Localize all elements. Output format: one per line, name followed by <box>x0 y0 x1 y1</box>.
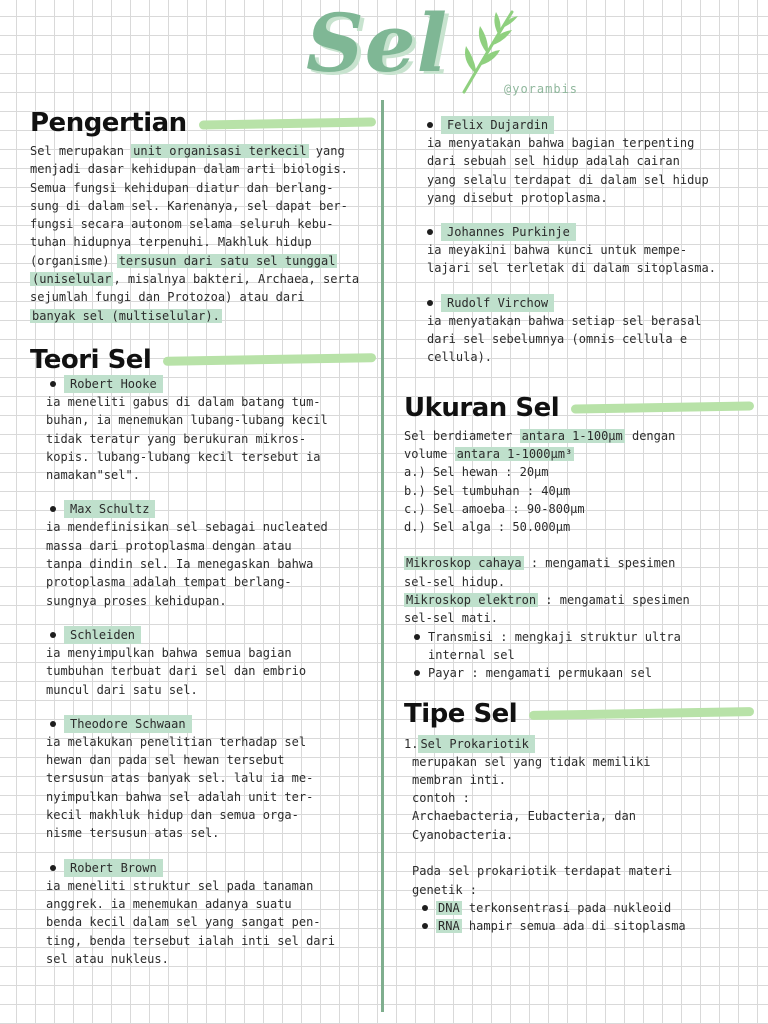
section-heading: Pengertian <box>30 106 376 140</box>
list-item <box>414 664 754 682</box>
scientist-name: Johannes Purkinje <box>441 223 576 241</box>
size-item: d.) Sel alga : 50.000μm <box>404 520 571 535</box>
scientist-name: Schleiden <box>64 626 141 644</box>
heading-underline <box>163 354 376 367</box>
heading-underline <box>571 402 754 414</box>
bullet-icon <box>414 634 420 640</box>
mikroskop-text: Mikroskop cahaya : mengamati spesimen sel-sel hidup. Mikroskop elektron : mengamati spesimen sel-sel mati. <box>404 556 690 626</box>
scientist-description: ia melakukan penelitian terhadap sel hewan dan pada sel hewan tersebut tersusun atas banyak sel. lalu ia me- nyimpulkan bahwa sel adalah unit ter- kecil makhluk hidup dan semua orga- nisme tersusun atas sel. <box>46 734 314 841</box>
teori-item-head <box>50 626 376 644</box>
scientist-description: ia menyimpulkan bahwa semua bagian tumbuhan terbuat dari sel dan embrio muncul dari satu sel. <box>46 645 307 697</box>
scientist-description: ia meneliti struktur sel pada tanaman anggrek. ia menemukan adanya suatu benda kecil dalam sel yang sangat pen- ting, benda tersebut ialah inti sel dari sel atau nukleus. <box>46 878 335 966</box>
teori-item-head <box>50 715 376 733</box>
ukuran-text: Sel berdiameter antara 1-100μm dengan volume antara 1-1000μm³ <box>404 428 676 461</box>
right-column <box>404 116 754 936</box>
item-number: 1. <box>404 736 419 751</box>
teori-item-head <box>50 500 376 518</box>
section-ukuran-sel <box>404 391 754 683</box>
scientist-description: ia meneliti gabus di dalam batang tum- buhan, ia menemukan lubang-lubang kecil tidak teratur yang berukuran mikros- kopis. lubang-lubang kecil tersebut ia namakan"sel". <box>46 394 328 483</box>
scientist-name: Robert Hooke <box>64 375 163 393</box>
bullet-icon <box>427 122 433 128</box>
scientist-name: Rudolf Virchow <box>441 294 554 312</box>
size-list <box>404 463 754 536</box>
page-title: Sel <box>306 0 449 90</box>
genetik-sublist <box>422 899 754 936</box>
column-divider <box>381 100 384 1012</box>
section-heading: Ukuran Sel <box>404 391 754 425</box>
teori-item <box>427 116 754 207</box>
section-heading: Teori Sel <box>30 343 376 377</box>
list-item-text: Payar : mengamati permukaan sel <box>428 666 652 681</box>
section-pengertian <box>30 106 376 325</box>
section-heading: Tipe Sel <box>404 697 754 731</box>
tipe-text: merupakan sel yang tidak memiliki membran inti. contoh : Archaebacteria, Eubacteria, dan Cyanobacteria. Pada sel prokariotik terdapat materi genetik : <box>412 754 673 897</box>
pengertian-text: Sel merupakan unit organisasi terkecil yang menjadi dasar kehidupan dalam arti biologis. Semua fungsi kehidupan diatur dan berlang- sung di dalam sel. Karenanya, sel dapat ber- fungsi secara autonom selama seluruh kebu- tuhan hidupnya terpenuhi. Makhluk hidup (organisme) tersusun dari satu sel tunggal (uniselular , misalnya bakteri, Archaea, serta sejumlah fungi dan Protozoa) atau dari banyak sel (multiselular). <box>30 144 360 323</box>
bullet-icon <box>50 506 56 512</box>
teori-item-head <box>50 375 376 393</box>
scientist-description: ia menyatakan bahwa setiap sel berasal dari sel sebelumnya (omnis cellula e cellula). <box>427 313 702 365</box>
left-column <box>30 106 376 968</box>
bullet-icon <box>422 923 428 929</box>
mikroskop-sublist <box>414 628 754 683</box>
bullet-icon <box>50 865 56 871</box>
teori-item <box>46 626 376 699</box>
teori-item <box>427 223 754 278</box>
bullet-icon <box>50 381 56 387</box>
scientist-name: Felix Dujardin <box>441 116 554 134</box>
size-item: a.) Sel hewan : 20μm <box>404 465 549 480</box>
scientist-description: ia mendefinisikan sel sebagai nucleated massa dari protoplasma dengan atau tanpa dindin sel. Ia menegaskan bahwa protoplasma adalah tempat berlang- sungnya proses kehidupan. <box>46 520 328 608</box>
heading-underline <box>199 117 376 129</box>
teori-item-head <box>50 859 376 877</box>
scientist-description: ia meyakini bahwa kunci untuk mempe- lajari sel terletak di dalam sitoplasma. <box>427 243 716 276</box>
scientist-name: Robert Brown <box>64 859 163 877</box>
teori-item <box>46 715 376 843</box>
scientist-name: Max Schultz <box>64 500 155 518</box>
section-tipe-sel <box>404 697 754 936</box>
author-handle: @yorambis <box>504 82 579 96</box>
teori-item-head <box>427 116 754 134</box>
teori-item-head <box>427 294 754 312</box>
list-item <box>414 628 754 665</box>
scientist-description: ia menyatakan bahwa bagian terpenting dari sebuah sel hidup adalah cairan yang selalu terdapat di dalam sel hidup yang disebut protoplasma. <box>427 136 709 205</box>
teori-item-head <box>427 223 754 241</box>
heading-underline <box>529 707 754 720</box>
bullet-icon <box>427 300 433 306</box>
size-item: c.) Sel amoeba : 90-800μm <box>404 501 585 516</box>
list-item-text: Transmisi : mengkaji struktur ultra internal sel <box>428 629 681 662</box>
teori-item <box>427 294 754 367</box>
teori-list <box>46 375 376 968</box>
teori-list-continued <box>427 116 754 367</box>
bullet-icon <box>427 229 433 235</box>
item-label: Sel Prokariotik <box>418 735 534 753</box>
section-teori-sel <box>30 343 376 968</box>
tipe-item-head <box>404 735 754 753</box>
list-item: DNA terkonsentrasi pada nukleoid <box>422 899 754 917</box>
bullet-icon <box>50 721 56 727</box>
list-item: RNA hampir semua ada di sitoplasma <box>422 917 754 935</box>
scientist-name: Theodore Schwaan <box>64 715 192 733</box>
bullet-icon <box>50 632 56 638</box>
teori-item <box>46 859 376 968</box>
bullet-icon <box>414 670 420 676</box>
size-item: b.) Sel tumbuhan : 40μm <box>404 483 571 498</box>
teori-item <box>46 375 376 484</box>
bullet-icon <box>422 905 428 911</box>
teori-item <box>46 500 376 609</box>
